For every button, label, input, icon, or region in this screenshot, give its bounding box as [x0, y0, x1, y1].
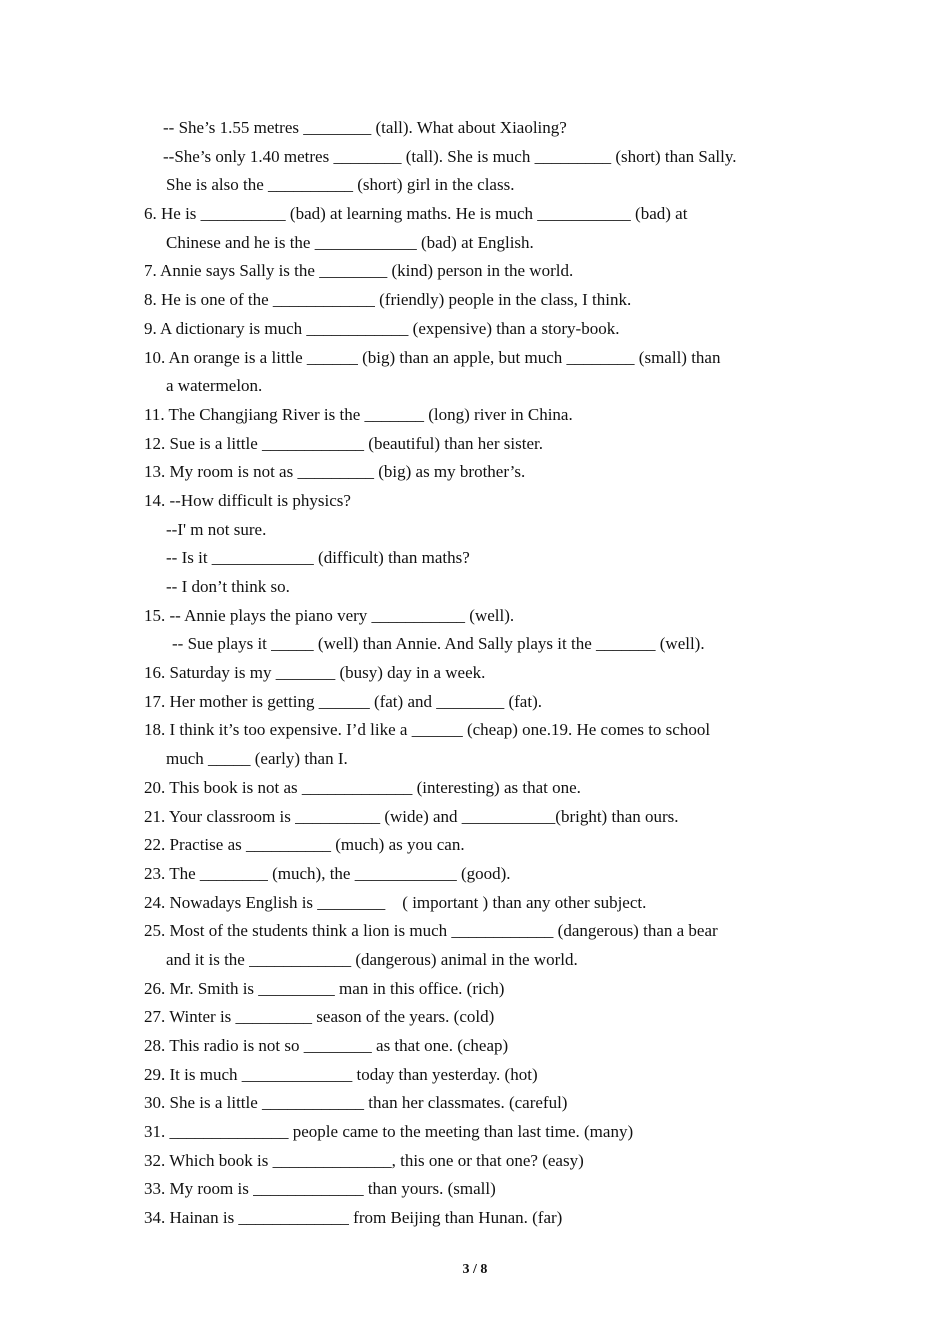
exercise-line: 9. A dictionary is much ____________ (expensive) than a story-book.: [144, 318, 620, 338]
exercise-line: 26. Mr. Smith is _________ man in this office. (rich): [144, 978, 505, 998]
exercise-line: -- She’s 1.55 metres ________ (tall). What about Xiaoling?: [163, 118, 567, 137]
page-number: 3 / 8: [462, 1262, 488, 1277]
exercise-line: 6. He is __________ (bad) at learning maths. He is much ___________ (bad) at: [144, 204, 688, 224]
exercise-line: 29. It is much _____________ today than yesterday. (hot): [144, 1064, 538, 1084]
exercise-line: --I' m not sure.: [166, 519, 267, 539]
exercise-line: -- Is it ____________ (difficult) than maths?: [166, 548, 470, 568]
exercise-line: 10. An orange is a little ______ (big) than an apple, but much ________ (small) than: [144, 347, 721, 367]
exercise-line: 17. Her mother is getting ______ (fat) and ________ (fat).: [144, 691, 542, 711]
exercise-line: 23. The ________ (much), the ____________ (good).: [144, 863, 511, 883]
exercise-line: 32. Which book is ______________, this one or that one? (easy): [144, 1150, 584, 1170]
exercise-line: -- Sue plays it _____ (well) than Annie. And Sally plays it the _______ (well).: [172, 634, 705, 654]
exercise-line: 28. This radio is not so ________ as that one. (cheap): [144, 1036, 509, 1055]
exercise-line: Chinese and he is the ____________ (bad) at English.: [166, 232, 534, 252]
exercise-line: 31. ______________ people came to the meeting than last time. (many): [144, 1122, 634, 1142]
exercise-line: 15. -- Annie plays the piano very ___________ (well).: [144, 605, 515, 625]
exercise-line: She is also the __________ (short) girl in the class.: [166, 175, 515, 195]
exercise-line: a watermelon.: [166, 376, 263, 396]
exercise-line: 21. Your classroom is __________ (wide) and ___________(bright) than ours.: [144, 806, 679, 826]
exercise-line: 34. Hainan is _____________ from Beijing than Hunan. (far): [144, 1208, 563, 1228]
exercise-line: 12. Sue is a little ____________ (beautiful) than her sister.: [144, 433, 543, 453]
exercise-line: 11. The Changjiang River is the _______ (long) river in China.: [144, 404, 573, 424]
exercise-line: 24. Nowadays English is ________ ( important ) than any other subject.: [144, 892, 647, 912]
exercise-line: much _____ (early) than I.: [166, 749, 348, 769]
exercise-line: 22. Practise as __________ (much) as you can.: [144, 835, 465, 855]
exercise-line: 18. I think it’s too expensive. I’d like a ______ (cheap) one.19. He comes to school: [144, 720, 711, 740]
exercise-list: [144, 114, 824, 1233]
exercise-line: 8. He is one of the ____________ (friendly) people in the class, I think.: [144, 290, 632, 310]
exercise-line: --She’s only 1.40 metres ________ (tall). She is much _________ (short) than Sally.: [163, 146, 737, 166]
exercise-line: 33. My room is _____________ than yours. (small): [144, 1179, 496, 1199]
exercise-line: -- I don’t think so.: [166, 577, 290, 596]
exercise-line: 16. Saturday is my _______ (busy) day in a week.: [144, 663, 486, 683]
exercise-line: 7. Annie says Sally is the ________ (kind) person in the world.: [144, 261, 574, 281]
exercise-line: 20. This book is not as _____________ (interesting) as that one.: [144, 777, 581, 797]
exercise-line: 14. --How difficult is physics?: [144, 490, 351, 510]
exercise-line: 25. Most of the students think a lion is much ____________ (dangerous) than a bear: [144, 921, 718, 941]
exercise-line: and it is the ____________ (dangerous) animal in the world.: [166, 949, 578, 969]
exercise-line: 27. Winter is _________ season of the years. (cold): [144, 1007, 495, 1027]
exercise-line: 30. She is a little ____________ than her classmates. (careful): [144, 1093, 568, 1113]
exercise-line: 13. My room is not as _________ (big) as my brother’s.: [144, 462, 526, 482]
